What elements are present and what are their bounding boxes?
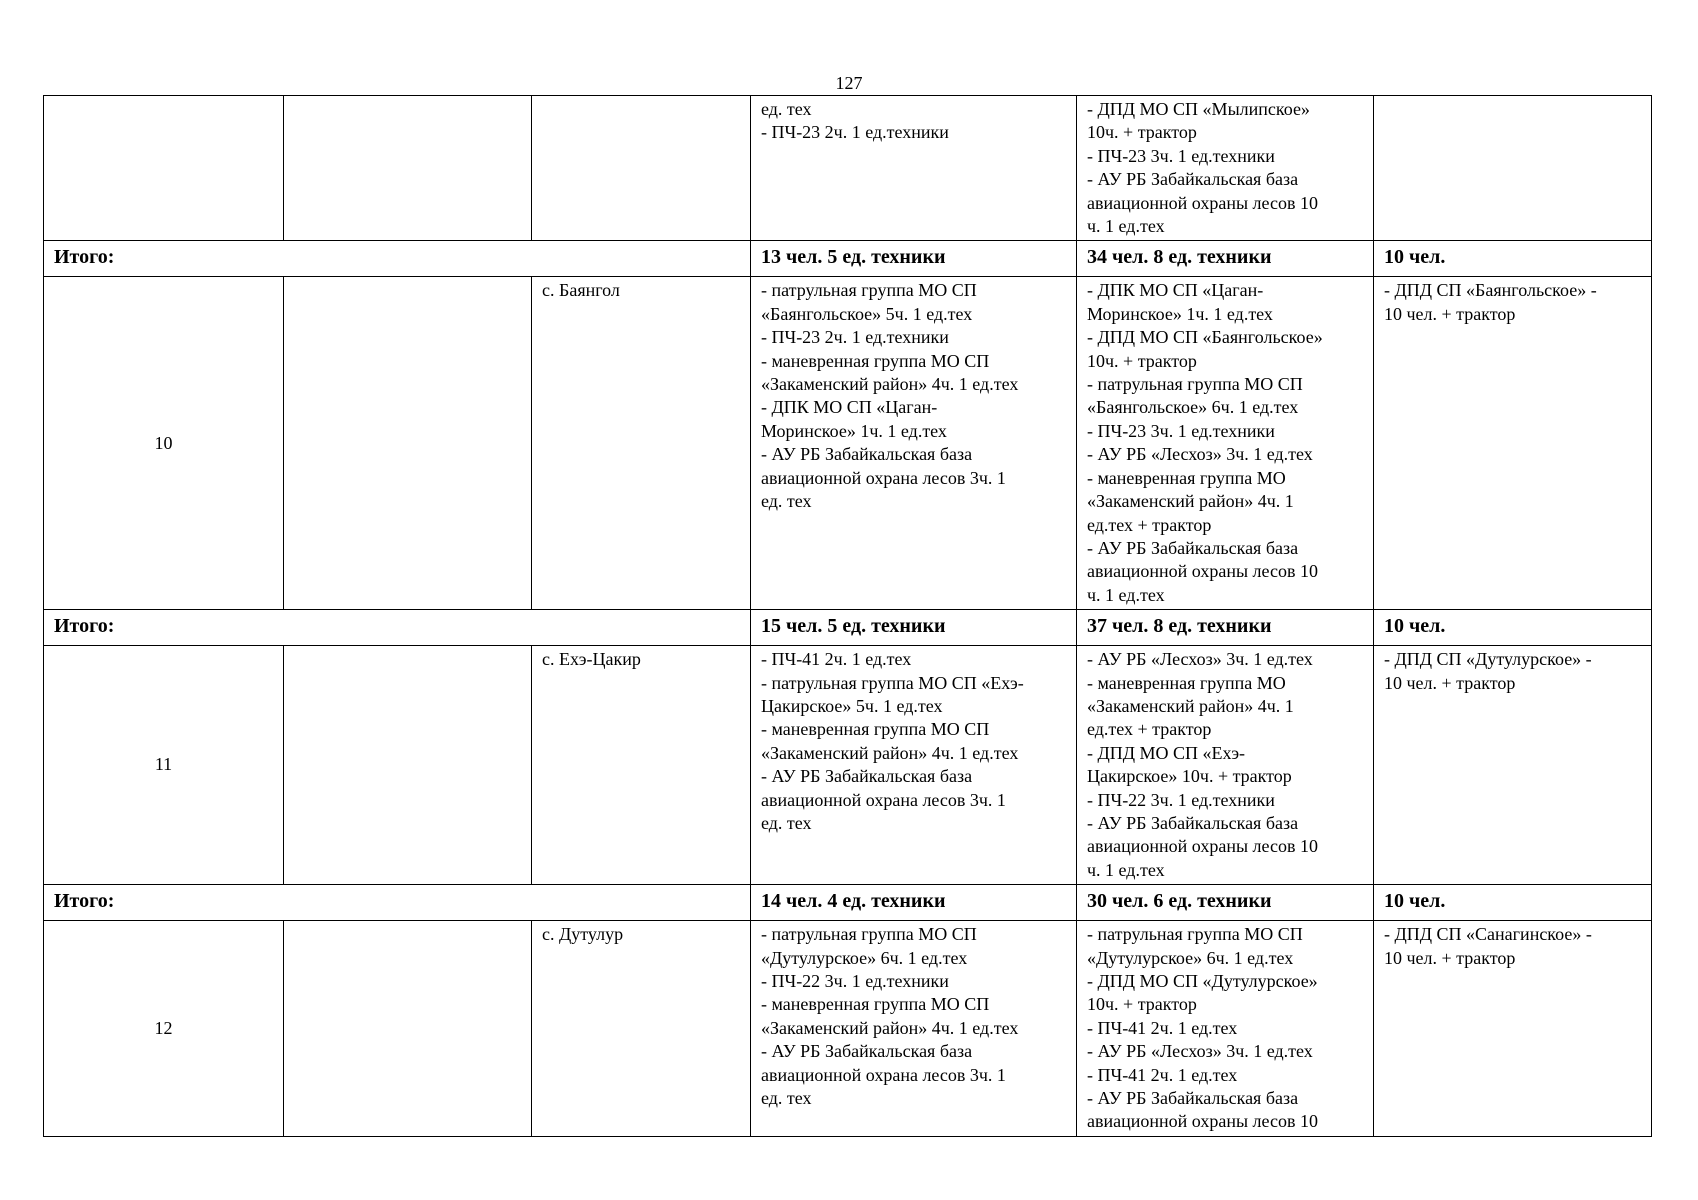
- text-line: - АУ РБ Забайкальская база: [761, 444, 973, 465]
- settlement-cell: с. Ехэ-Цакир: [532, 646, 751, 885]
- forces-col5-cell: [1077, 921, 1374, 1137]
- text-line: ед. тех: [761, 1088, 812, 1109]
- settlement-cell: с. Баянгол: [532, 277, 751, 610]
- text-line: авиационной охрана лесов 3ч. 1: [761, 789, 1006, 810]
- text-line: 10ч. + трактор: [1087, 350, 1197, 371]
- text-line: ед. тех: [761, 491, 812, 512]
- text-line: ед.тех + трактор: [1087, 719, 1212, 740]
- forces-col4-cell: [751, 646, 1077, 885]
- text-line: авиационной охрана лесов 3ч. 1: [761, 1064, 1006, 1085]
- total-col6: 10 чел.: [1374, 885, 1652, 921]
- row-number: 10: [44, 277, 284, 610]
- text-line: «Баянгольское» 5ч. 1 ед.тех: [761, 303, 973, 324]
- total-col6: 10 чел.: [1374, 241, 1652, 277]
- district-cell: [284, 921, 532, 1137]
- data-row-12: [44, 921, 1652, 1137]
- text-line: ед. тех: [761, 812, 812, 833]
- text-line: - АУ РБ «Лесхоз» 3ч. 1 ед.тех: [1087, 444, 1313, 465]
- data-row-11: [44, 646, 1652, 885]
- text-line: - АУ РБ Забайкальская база: [1087, 1088, 1299, 1109]
- forces-col4-cell: [751, 96, 1077, 241]
- total-col4: 15 чел. 5 ед. техники: [751, 610, 1077, 646]
- text-line: - АУ РБ Забайкальская база: [1087, 537, 1299, 558]
- text-line: авиационной охраны лесов 10: [1087, 1111, 1318, 1132]
- total-col5: 37 чел. 8 ед. техники: [1077, 610, 1374, 646]
- total-row: [44, 241, 1652, 277]
- total-label: Итого:: [44, 241, 751, 277]
- text-line: - ПЧ-23 2ч. 1 ед.техники: [761, 122, 949, 143]
- forces-col6-cell: [1374, 646, 1652, 885]
- settlement-cell: [532, 96, 751, 241]
- text-line: - АУ РБ «Лесхоз» 3ч. 1 ед.тех: [1087, 1041, 1313, 1062]
- forces-col4-cell: [751, 921, 1077, 1137]
- total-col5: 34 чел. 8 ед. техники: [1077, 241, 1374, 277]
- row-number: 12: [44, 921, 284, 1137]
- text-line: «Баянгольское» 6ч. 1 ед.тех: [1087, 397, 1299, 418]
- text-line: ч. 1 ед.тех: [1087, 216, 1165, 237]
- text-line: - ДПД МО СП «Дутулурское»: [1087, 971, 1318, 991]
- text-line: Моринское» 1ч. 1 ед.тех: [761, 420, 947, 441]
- total-row: [44, 610, 1652, 646]
- forces-col6-cell: [1374, 921, 1652, 1137]
- text-line: 10 чел. + трактор: [1384, 947, 1516, 968]
- text-line: 10ч. + трактор: [1087, 122, 1197, 143]
- text-line: - маневренная группа МО СП: [761, 350, 990, 371]
- text-line: ч. 1 ед.тех: [1087, 859, 1165, 880]
- total-col5: 30 чел. 6 ед. техники: [1077, 885, 1374, 921]
- page-number: 127: [835, 73, 863, 93]
- text-line: - АУ РБ Забайкальская база: [1087, 812, 1299, 833]
- total-col6: 10 чел.: [1374, 610, 1652, 646]
- text-line: авиационной охраны лесов 10: [1087, 192, 1318, 213]
- text-line: - патрульная группа МО СП: [761, 280, 977, 301]
- num-cell: [44, 96, 284, 241]
- text-line: - маневренная группа МО: [1087, 672, 1286, 693]
- total-row: [44, 885, 1652, 921]
- text-line: - патрульная группа МО СП: [1087, 924, 1303, 945]
- district-cell: [284, 96, 532, 241]
- text-line: ч. 1 ед.тех: [1087, 584, 1165, 605]
- continuation-row: [44, 96, 1652, 241]
- text-line: «Закаменский район» 4ч. 1: [1087, 491, 1294, 512]
- text-line: «Закаменский район» 4ч. 1 ед.тех: [761, 742, 1019, 763]
- text-line: Цакирское» 10ч. + трактор: [1087, 766, 1292, 787]
- text-line: - патрульная группа МО СП: [761, 924, 977, 945]
- district-cell: [284, 646, 532, 885]
- text-line: авиационной охраны лесов 10: [1087, 561, 1318, 582]
- text-line: - ДПД СП «Баянгольское» -: [1384, 280, 1597, 301]
- text-line: - маневренная группа МО СП: [761, 994, 990, 1015]
- row-number: 11: [44, 646, 284, 885]
- total-col4: 14 чел. 4 ед. техники: [751, 885, 1077, 921]
- total-col4: 13 чел. 5 ед. техники: [751, 241, 1077, 277]
- total-label: Итого:: [44, 885, 751, 921]
- text-line: «Дутулурское» 6ч. 1 ед.тех: [761, 947, 968, 968]
- text-line: авиационной охраны лесов 10: [1087, 836, 1318, 857]
- forces-col6-cell: [1374, 277, 1652, 610]
- text-line: 10 чел. + трактор: [1384, 672, 1516, 693]
- text-line: - ДПК МО СП «Цаган-: [1087, 280, 1264, 301]
- text-line: - ПЧ-23 3ч. 1 ед.техники: [1087, 420, 1275, 441]
- total-label: Итого:: [44, 610, 751, 646]
- text-line: 10 чел. + трактор: [1384, 303, 1516, 324]
- text-line: «Закаменский район» 4ч. 1: [1087, 695, 1294, 716]
- text-line: ед. тех: [761, 99, 812, 119]
- data-row-10: [44, 277, 1652, 610]
- text-line: авиационной охрана лесов 3ч. 1: [761, 467, 1006, 488]
- text-line: ед.тех + трактор: [1087, 514, 1212, 535]
- text-line: Моринское» 1ч. 1 ед.тех: [1087, 303, 1273, 324]
- text-line: - АУ РБ Забайкальская база: [761, 1041, 973, 1062]
- forces-col5-cell: [1077, 277, 1374, 610]
- forces-col4-cell: [751, 277, 1077, 610]
- text-line: - ДПД СП «Санагинское» -: [1384, 924, 1592, 945]
- text-line: - ПЧ-22 3ч. 1 ед.техники: [761, 971, 949, 991]
- text-line: «Дутулурское» 6ч. 1 ед.тех: [1087, 947, 1294, 968]
- text-line: Цакирское» 5ч. 1 ед.тех: [761, 695, 943, 716]
- text-line: - ДПК МО СП «Цаган-: [761, 397, 938, 418]
- forces-col5-cell: [1077, 646, 1374, 885]
- text-line: - ДПД МО СП «Ехэ-: [1087, 742, 1246, 763]
- settlement-cell: с. Дутулур: [532, 921, 751, 1137]
- text-line: - патрульная группа МО СП «Ехэ-: [761, 672, 1024, 693]
- text-line: - ПЧ-41 2ч. 1 ед.тех: [1087, 1064, 1238, 1085]
- text-line: - ПЧ-23 2ч. 1 ед.техники: [761, 327, 949, 348]
- district-cell: [284, 277, 532, 610]
- text-line: «Закаменский район» 4ч. 1 ед.тех: [761, 374, 1019, 395]
- text-line: - патрульная группа МО СП: [1087, 374, 1303, 395]
- text-line: - АУ РБ Забайкальская база: [1087, 169, 1299, 190]
- text-line: - ПЧ-41 2ч. 1 ед.тех: [1087, 1017, 1238, 1038]
- text-line: - ПЧ-41 2ч. 1 ед.тех: [761, 649, 912, 670]
- text-line: - ДПД МО СП «Мылипское»: [1087, 99, 1310, 119]
- text-line: - ДПД СП «Дутулурское» -: [1384, 649, 1592, 670]
- text-line: - маневренная группа МО: [1087, 467, 1286, 488]
- forces-col6-cell: [1374, 96, 1652, 241]
- text-line: 10ч. + трактор: [1087, 994, 1197, 1015]
- text-line: - маневренная группа МО СП: [761, 719, 990, 740]
- text-line: - ПЧ-23 3ч. 1 ед.техники: [1087, 145, 1275, 166]
- forces-col5-cell: [1077, 96, 1374, 241]
- text-line: - АУ РБ «Лесхоз» 3ч. 1 ед.тех: [1087, 649, 1313, 670]
- fire-forces-table: [43, 95, 1652, 1137]
- text-line: - ДПД МО СП «Баянгольское»: [1087, 327, 1323, 348]
- text-line: «Закаменский район» 4ч. 1 ед.тех: [761, 1017, 1019, 1038]
- text-line: - АУ РБ Забайкальская база: [761, 766, 973, 787]
- text-line: - ПЧ-22 3ч. 1 ед.техники: [1087, 789, 1275, 810]
